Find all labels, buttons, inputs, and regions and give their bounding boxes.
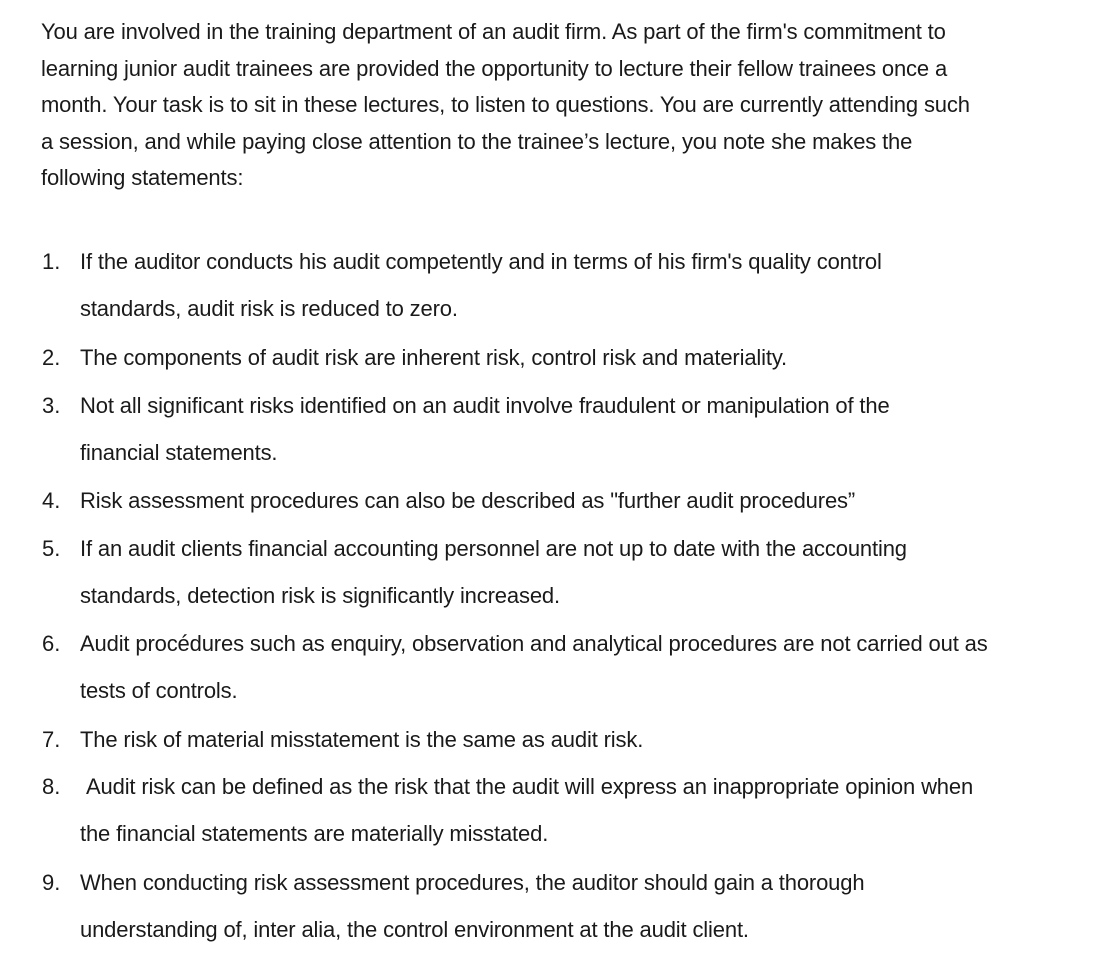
statement-number: 1. <box>42 249 61 274</box>
statement-text <box>80 859 1100 953</box>
statement-line: Audit risk can be defined as the risk that the audit will express an inappropriate opinion when <box>86 774 974 799</box>
statement-text <box>80 477 1100 524</box>
intro-line: You are involved in the training department of an audit firm. As part of the firm's commitment to <box>41 19 946 44</box>
statement-line: If the auditor conducts his audit competently and in terms of his firm's quality control <box>80 249 882 274</box>
statement-text <box>80 525 1100 619</box>
statement-number: 5. <box>42 536 61 561</box>
statement-line: standards, detection risk is significantly increased. <box>80 583 560 608</box>
statement-number: 7. <box>42 727 61 752</box>
intro-line: following statements: <box>41 165 244 191</box>
statement-line: Risk assessment procedures can also be described as "further audit procedures” <box>80 488 856 513</box>
statement-line: the financial statements are materially misstated. <box>80 821 549 846</box>
statement-number: 2. <box>42 345 61 370</box>
statement-line: understanding of, inter alia, the control environment at the audit client. <box>80 917 749 942</box>
statement-line: If an audit clients financial accounting personnel are not up to date with the accounting <box>80 536 907 561</box>
statement-line: standards, audit risk is reduced to zero. <box>80 296 458 321</box>
intro-line: a session, and while paying close attention to the trainee’s lecture, you note she makes the <box>41 128 913 154</box>
statement-number: 4. <box>42 488 61 513</box>
statement-text <box>80 716 1100 763</box>
statement-text <box>80 238 1100 332</box>
statement-number: 6. <box>42 631 61 656</box>
statement-line: The components of audit risk are inherent risk, control risk and materiality. <box>80 345 788 370</box>
statement-line: Audit procédures such as enquiry, observation and analytical procedures are not carried out as <box>80 631 988 656</box>
statement-text <box>80 620 1100 714</box>
statement-line: financial statements. <box>80 440 278 465</box>
statement-number: 9. <box>42 870 61 895</box>
intro-line: month. Your task is to sit in these lectures, to listen to questions. You are currently attending such <box>41 92 970 118</box>
statement-number: 3. <box>42 393 61 418</box>
statement-number: 8. <box>42 774 61 799</box>
intro-line: learning junior audit trainees are provided the opportunity to lecture their fellow trainees once a <box>41 55 948 81</box>
statement-line: Not all significant risks identified on an audit involve fraudulent or manipulation of the <box>80 393 890 418</box>
statement-text <box>80 334 1100 381</box>
statement-line: tests of controls. <box>80 678 238 703</box>
statement-text <box>80 763 1106 857</box>
statement-text <box>80 382 1100 476</box>
statement-line: When conducting risk assessment procedures, the auditor should gain a thorough <box>80 870 865 895</box>
statement-line: The risk of material misstatement is the same as audit risk. <box>80 727 644 752</box>
